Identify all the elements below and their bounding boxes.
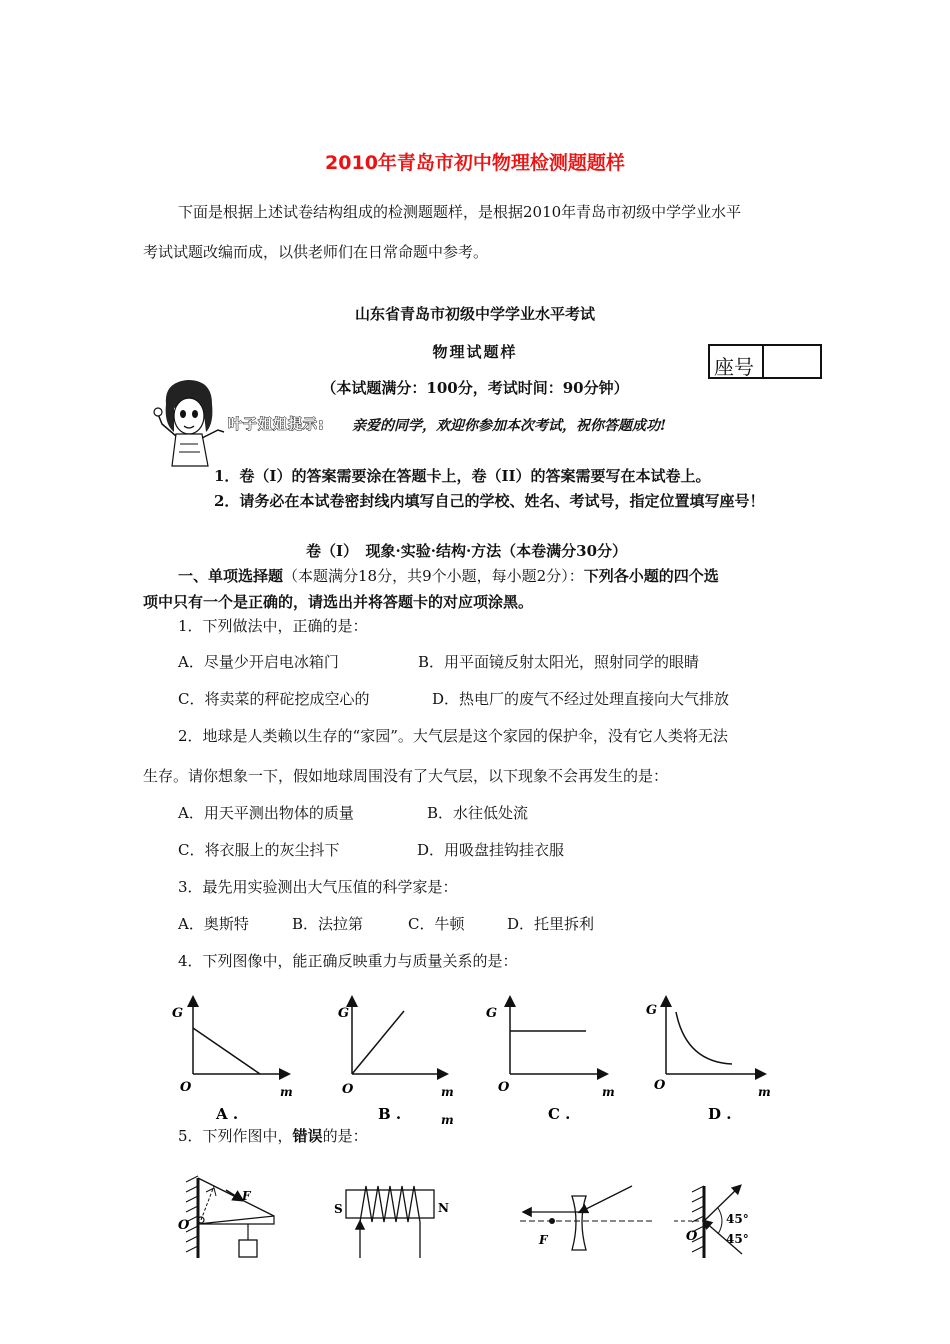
fig-a-lever <box>178 1176 274 1258</box>
graph-b-y-label: G <box>338 1006 350 1021</box>
q2-stem-2c: 再发生的是： <box>578 767 669 785</box>
fig-d-angle-2: 45° <box>726 1232 749 1246</box>
q5-figures <box>170 1168 790 1268</box>
intro-line-2: 考试试题改编而成，以供老师们在日常命题中参考。 <box>143 243 489 261</box>
q2-emphasis: 不会 <box>548 767 579 785</box>
part-instruction-2: 项中只有一个是正确的，请选出并将答题卡的对应项涂黑。 <box>143 593 534 611</box>
page-title: 2010年青岛市初中物理检测题题样 <box>325 152 625 174</box>
seat-divider <box>762 346 764 377</box>
fig-d-angle-1: 45° <box>726 1212 749 1226</box>
q5-stem <box>178 1127 368 1145</box>
graph-c <box>486 998 615 1123</box>
seat-label: 座号 <box>714 355 754 379</box>
q2-stem-2a: 生存。请你想象一下，假如地球周围没有了大气层，以下现象 <box>143 767 549 785</box>
section-heading: 卷（Ⅰ） 现象·实验·结构·方法（本卷满分30分） <box>306 542 628 560</box>
q2-option-c: C．将衣服上的灰尘抖下 <box>178 841 340 859</box>
q2-stem-1: 2．地球是人类赖以生存的“家园”。大气层是这个家园的保护伞，没有它人类将无法 <box>178 727 728 745</box>
q1-option-c: C．将卖菜的秤砣挖成空心的 <box>178 690 370 708</box>
q3-option-c: C．牛顿 <box>408 915 465 933</box>
note-2: 2．请务必在本试卷密封线内填写自己的学校、姓名、考试号，指定位置填写座号！ <box>214 492 765 510</box>
exam-subject: 物理试题样 <box>432 343 518 361</box>
graph-b-x-label: m <box>441 1085 454 1099</box>
fig-c-focus-label: F <box>539 1233 548 1247</box>
q2-option-b: B．水往低处流 <box>427 804 529 822</box>
note-1: 1．卷（I）的答案需要涂在答题卡上，卷（II）的答案需要写在本试卷上。 <box>214 467 711 485</box>
fig-b-solenoid <box>334 1186 449 1258</box>
tip-heading: 叶子姐姐提示: <box>228 417 325 433</box>
graph-c-y-label: G <box>486 1006 498 1021</box>
graph-b-label: B . <box>378 1105 402 1123</box>
q2-option-d: D．用吸盘挂钩挂衣服 <box>417 841 565 859</box>
graph-a <box>172 998 293 1123</box>
graph-c-x-label: m <box>602 1085 615 1099</box>
fig-d-mirror <box>674 1186 749 1258</box>
fig-d-origin-label: O <box>686 1229 698 1244</box>
q3-stem: 3．最先用实验测出大气压值的科学家是： <box>178 878 458 896</box>
q1-option-b: B．用平面镜反射太阳光，照射同学的眼睛 <box>418 653 700 671</box>
fig-a-force-label: F <box>242 1189 251 1203</box>
q2-option-a: A．用天平测出物体的质量 <box>178 804 354 822</box>
q1-option-d: D．热电厂的废气不经过处理直接向大气排放 <box>432 690 730 708</box>
q5-stem-a: 5．下列作图中， <box>178 1127 293 1145</box>
exam-header: 山东省青岛市初级中学学业水平考试 <box>354 305 595 323</box>
graph-c-label: C . <box>548 1105 571 1123</box>
fig-b-north-label: N <box>438 1201 449 1215</box>
tip-body: 亲爱的同学，欢迎你参加本次考试，祝你答题成功! <box>352 418 667 434</box>
q1-option-a: A．尽量少开启电冰箱门 <box>178 653 339 671</box>
q5-stem-c: 的是： <box>322 1127 368 1145</box>
part-info: （本题满分18分，共9个小题，每小题2分）： <box>283 567 584 585</box>
q5-emphasis: 错误 <box>292 1127 323 1145</box>
part-instruction-1: 下列各小题的四个选 <box>583 567 719 585</box>
graph-d <box>646 998 771 1123</box>
graph-b <box>338 998 454 1127</box>
exam-meta: （本试题满分：100分，考试时间：90分钟） <box>321 379 629 397</box>
graph-b-origin: O <box>342 1082 354 1097</box>
seat-number-box[interactable] <box>708 344 822 379</box>
mascot-girl-illustration <box>152 374 228 470</box>
fig-c-lens <box>520 1186 654 1250</box>
q3-option-b: B．法拉第 <box>292 915 364 933</box>
q3-option-a: A．奥斯特 <box>178 915 249 933</box>
q3-option-d: D．托里拆利 <box>507 915 595 933</box>
graph-a-x-label: m <box>280 1085 293 1099</box>
q2-stem-2 <box>143 767 668 785</box>
graph-d-y-label: G <box>646 1003 658 1018</box>
fig-b-south-label: S <box>334 1202 343 1216</box>
graph-a-y-label: G <box>172 1006 184 1021</box>
graph-d-origin: O <box>654 1078 666 1093</box>
graph-a-origin: O <box>180 1080 192 1095</box>
graph-b-stray-m: m <box>441 1113 454 1127</box>
intro-line-1: 下面是根据上述试卷结构组成的检测题题样，是根据2010年青岛市初级中学学业水平 <box>178 203 742 221</box>
q4-stem: 4．下列图像中，能正确反映重力与质量关系的是： <box>178 952 518 970</box>
q1-stem: 1．下列做法中，正确的是： <box>178 617 368 635</box>
part-title: 一、单项选择题 <box>178 567 284 585</box>
graph-c-origin: O <box>498 1080 510 1095</box>
graph-d-label: D . <box>708 1105 732 1123</box>
graph-d-x-label: m <box>758 1085 771 1099</box>
fig-a-pivot-label: O <box>178 1218 190 1233</box>
q4-graphs <box>160 990 800 1130</box>
part-line-1 <box>178 567 719 585</box>
graph-a-label: A . <box>216 1105 239 1123</box>
